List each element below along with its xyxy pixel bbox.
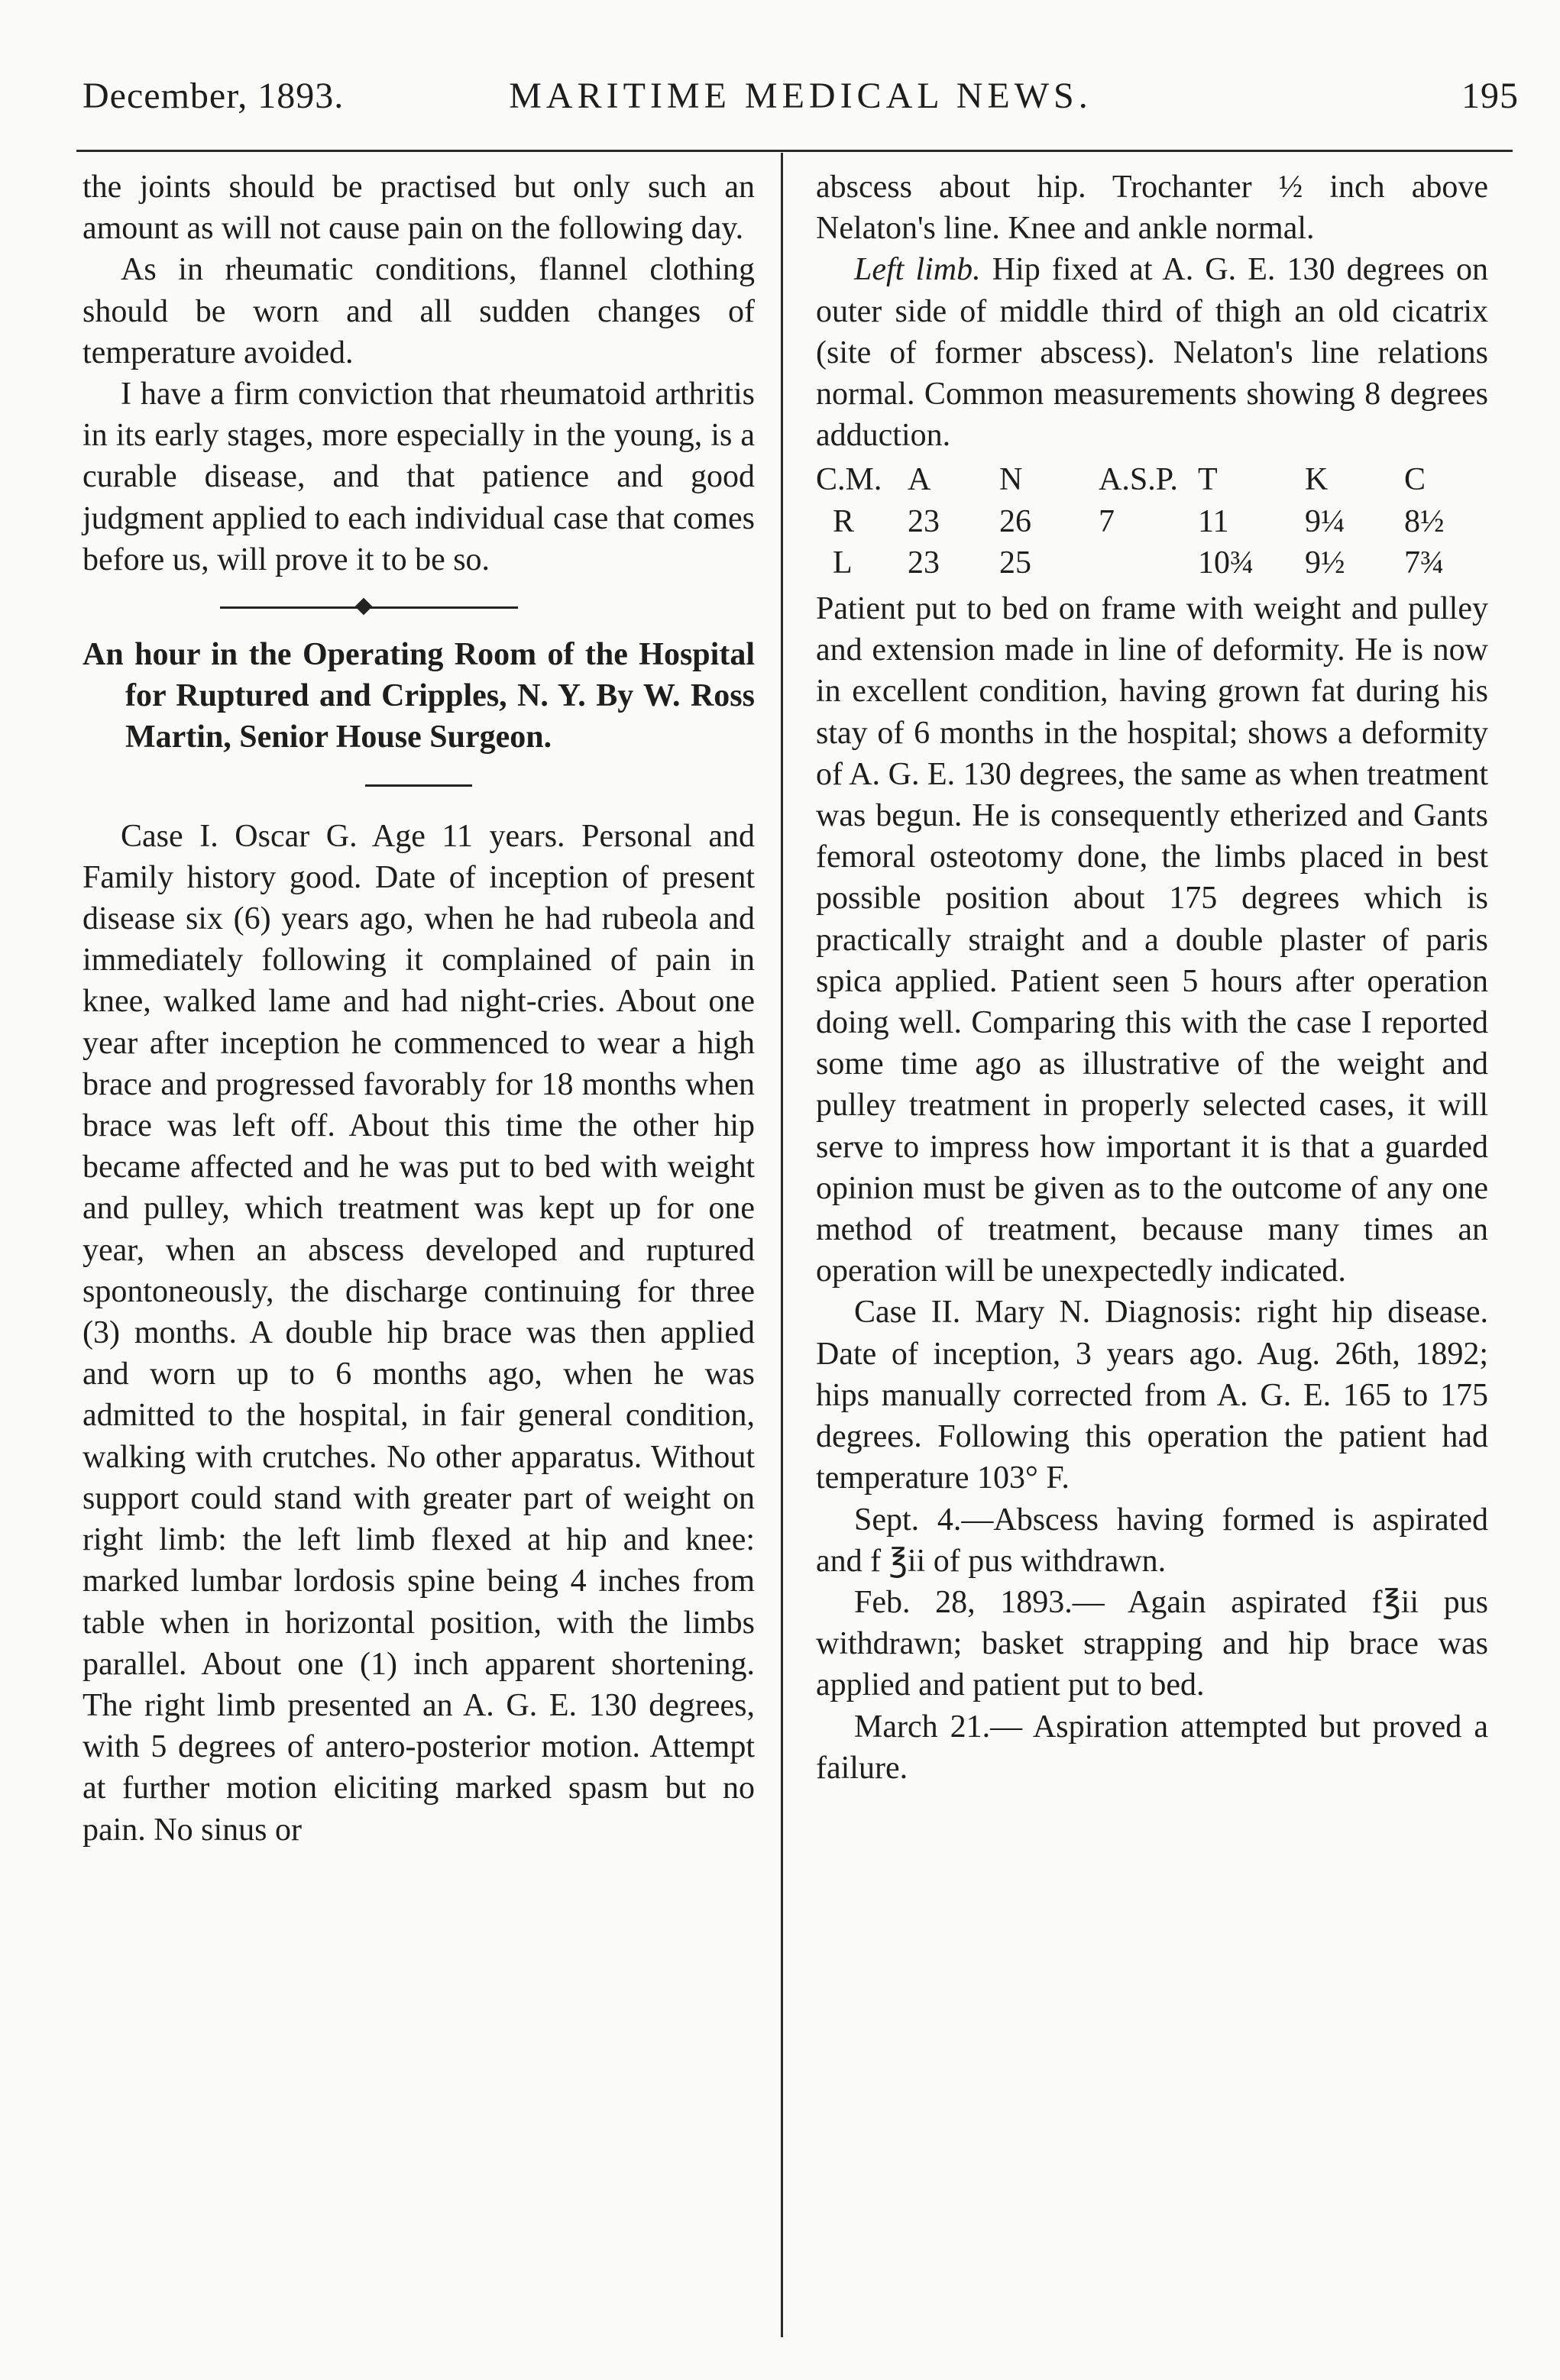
header-rule [76, 150, 1513, 152]
article-title: An hour in the Operating Room of the Hospital for Ruptured and Cripples, N. Y. By W. Ross Martin, Senior House Surgeon. [83, 637, 755, 755]
paragraph-abscess: abscess about hip. Trochanter ½ inch above Nelaton's line. Knee and ankle normal. [816, 170, 1488, 247]
page-number: 195 [1461, 76, 1519, 116]
journal-title: MARITIME MEDICAL NEWS. [509, 76, 1092, 116]
paragraph-treatment: Patient put to bed on frame with weight and pulley and extension made in line of deformity. He is now in excellent condition, having grown fat during his stay of 6 months in the hospital; shows a deformity of A. G. E. 130 degrees, the same as when treatment was begun. He is consequently etherized and Gants femoral osteotomy done, the limbs placed in best possible position about 175 degrees which is practically straight and a double plaster of paris spica applied. Patient seen 5 hours after operation doing well. Comparing this with the case I reported some time ago as illustrative of the weight and pulley treatment in properly selected cases, it will serve to impress how important it is that a guarded opinion must be given as to the outcome of any one method of treatment, because many times an operation will be unexpectedly indicated. [816, 591, 1488, 1289]
measurements-cell: 23 [908, 503, 940, 539]
title-rule [365, 784, 472, 787]
measurements-cell: 25 [999, 545, 1031, 580]
measurements-table [816, 459, 1488, 584]
section-ornament [83, 580, 755, 634]
paragraph-march: March 21.— Aspiration attempted but proved a failure. [816, 1709, 1488, 1786]
case-two-paragraph: Case II. Mary N. Diagnosis: right hip disease. Date of inception, 3 years ago. Aug. 26th, 1892; hips manually corrected from A. G. E. 165 to 175 degrees. Following this operation the patient had temperature 103° F. [816, 1295, 1488, 1496]
paragraph-september: Sept. 4.—Abscess having formed is aspirated and f ℥ii of pus withdrawn. [816, 1502, 1488, 1579]
measurements-cell [1099, 542, 1198, 584]
measurements-header-cell: K [1305, 462, 1329, 498]
column-divider [781, 153, 783, 2337]
issue-date: December, 1893. [83, 76, 345, 116]
ornament-diamond-icon [355, 598, 373, 616]
right-column [816, 167, 1488, 1789]
left-column [83, 167, 755, 1851]
measurements-header-cell: A.S.P. [1099, 462, 1178, 498]
measurements-cell: 8½ [1404, 503, 1445, 539]
measurements-header-cell: C [1404, 462, 1426, 498]
measurements-header-cell: A [908, 462, 931, 498]
measurements-row-right [816, 501, 1488, 542]
measurements-cell: 26 [999, 503, 1031, 539]
paragraph-left-limb [816, 249, 1488, 456]
left-limb-label: Left limb. [854, 252, 981, 288]
paragraph-continued: the joints should be practised but only such an amount as will not cause pain on the following day. [83, 170, 755, 247]
measurements-cell: 23 [908, 545, 940, 580]
measurements-cell: 7¾ [1404, 545, 1445, 580]
case-one-paragraph: Case I. Oscar G. Age 11 years. Personal and Family history good. Date of inception of present disease six (6) years ago, when he had rubeola and immediately following it complained of pain in knee, walked lame and had night-cries. About one year after inception he commenced to wear a high brace and progressed favorably for 18 months when brace was left off. About this time the other hip became affected and he was put to bed with weight and pulley, which treatment was kept up for one year, when an abscess developed and ruptured spontoneously, the discharge continuing for three (3) months. A double hip brace was then applied and worn up to 6 months ago, when he was admitted to the hospital, in fair general condition, walking with crutches. No other apparatus. Without support could stand with greater part of weight on right limb: the left limb flexed at hip and knee: marked lumbar lordosis spine being 4 inches from table when in horizontal position, with the limbs parallel. About one (1) inch apparent shortening. The right limb presented an A. G. E. 130 degrees, with 5 degrees of antero-posterior motion. Attempt at further motion eliciting marked spasm but no pain. No sinus or [83, 818, 755, 1848]
left-limb-text: Hip fixed at A. G. E. 130 degrees on outer side of middle third of thigh an old cicatrix (site of former abscess). Nelaton's line relations normal. Common measurements showing 8 degrees adduction. [816, 252, 1488, 454]
measurements-cell: 11 [1198, 503, 1229, 539]
measurements-cell: 9½ [1305, 545, 1345, 580]
measurements-cell: 9¼ [1305, 503, 1345, 539]
measurements-header-cell: C.M. [816, 462, 882, 498]
paragraph-conviction: I have a firm conviction that rheumatoid arthritis in its early stages, more especially in the young, is a curable disease, and that patience and good judgment applied to each individual case that comes before us, will prove it to be so. [83, 377, 755, 577]
measurements-header-cell: N [999, 462, 1023, 498]
paragraph-flannel: As in rheumatic conditions, flannel clothing should be worn and all sudden changes of temperature avoided. [83, 252, 755, 370]
measurements-header-row [816, 459, 1488, 500]
measurements-cell: 10¾ [1198, 545, 1254, 580]
measurements-cell: 7 [1099, 503, 1115, 539]
measurements-row-left [816, 542, 1488, 584]
measurements-header-cell: T [1198, 462, 1218, 498]
running-head [83, 75, 1519, 124]
measurements-cell: R [833, 503, 855, 539]
measurements-cell: L [833, 545, 853, 580]
paragraph-february: Feb. 28, 1893.— Again aspirated f℥ii pus withdrawn; basket strapping and hip brace was applied and patient put to bed. [816, 1584, 1488, 1703]
